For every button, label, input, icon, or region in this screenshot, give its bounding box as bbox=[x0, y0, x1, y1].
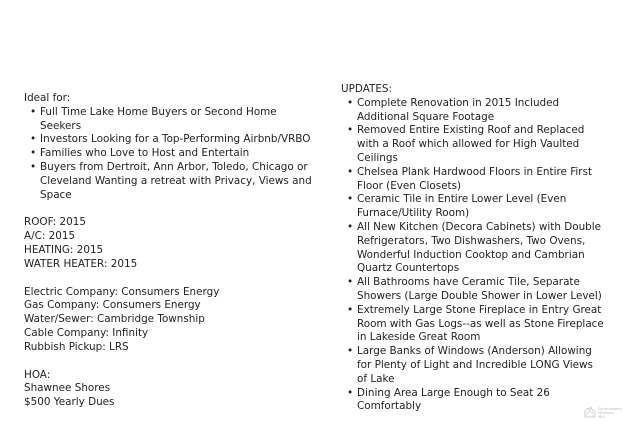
rubbish-pickup: Rubbish Pickup: LRS bbox=[24, 340, 129, 353]
spacer bbox=[24, 202, 314, 216]
hoa-dues: $500 Yearly Dues bbox=[24, 396, 115, 409]
ac-year: A/C: 2015 bbox=[24, 230, 76, 243]
ideal-item: • Full Time Lake Home Buyers or Second Home Seekers bbox=[40, 106, 314, 134]
mls-watermark-logo bbox=[583, 405, 627, 421]
updates-list bbox=[341, 97, 606, 414]
ideal-list bbox=[24, 106, 314, 203]
ideal-heading: Ideal for: bbox=[24, 92, 71, 104]
update-item: • Removed Entire Existing Roof and Replaced with a Roof which allowed for High Vaulted Ceilings bbox=[357, 124, 606, 165]
left-column bbox=[24, 92, 314, 410]
spacer bbox=[24, 355, 314, 369]
heating-year: HEATING: 2015 bbox=[24, 243, 104, 256]
water-heater-year: WATER HEATER: 2015 bbox=[24, 257, 138, 270]
updates-heading: UPDATES: bbox=[341, 83, 392, 95]
hoa-heading: HOA: bbox=[24, 368, 51, 381]
water-sewer: Water/Sewer: Cambridge Township bbox=[24, 313, 205, 326]
spacer bbox=[24, 272, 314, 286]
roof-year: ROOF: 2015 bbox=[24, 216, 86, 229]
right-column bbox=[341, 83, 606, 414]
update-item: • Chelsea Plank Hardwood Floors in Entire First Floor (Even Closets) bbox=[357, 166, 606, 194]
electric-company: Electric Company: Consumers Energy bbox=[24, 285, 220, 298]
update-item: • Dining Area Large Enough to Seat 26 Comfortably bbox=[357, 387, 606, 415]
update-item: • Large Banks of Windows (Anderson) Allowing for Plenty of Light and Incredible LONG Views of Lake bbox=[357, 345, 606, 386]
update-item: • Ceramic Tile in Entire Lower Level (Even Furnace/Utility Room) bbox=[357, 193, 606, 221]
ideal-item: • Investors Looking for a Top-Performing Airbnb/VRBO bbox=[40, 133, 314, 147]
hoa-name: Shawnee Shores bbox=[24, 382, 111, 395]
cable-company: Cable Company: Infinity bbox=[24, 326, 149, 339]
update-item: • Extremely Large Stone Fireplace in Entry Great Room with Gas Logs--as well as Stone Fireplace in Lakeside Great Room bbox=[357, 304, 606, 345]
update-item: • All New Kitchen (Decora Cabinets) with Double Refrigerators, Two Dishwashers, Two Ovens, Wonderful Induction Cooktop and Cambrian Quartz Countertops bbox=[357, 221, 606, 276]
mls-map-icon bbox=[583, 405, 597, 419]
gas-company: Gas Company: Consumers Energy bbox=[24, 299, 201, 312]
ideal-item: • Buyers from Dertroit, Ann Arbor, Toledo, Chicago or Cleveland Wanting a retreat with Privacy, Views and Space bbox=[40, 161, 314, 202]
ideal-item: • Families who Love to Host and Entertain bbox=[40, 147, 314, 161]
mls-watermark-text: Southeastern Michigan MLS bbox=[598, 407, 623, 420]
update-item: • Complete Renovation in 2015 Included Additional Square Footage bbox=[357, 97, 606, 125]
update-item: • All Bathrooms have Ceramic Tile, Separate Showers (Large Double Shower in Lower Level) bbox=[357, 276, 606, 304]
